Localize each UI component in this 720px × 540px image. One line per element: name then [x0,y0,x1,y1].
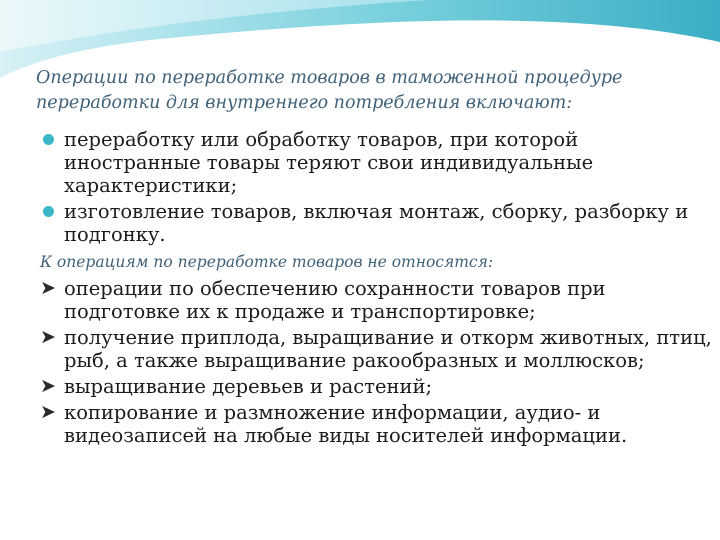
round-bullet-icon [43,206,54,217]
arrow-bullet-icon: ➤ [40,326,56,348]
list-item-text: операции по обеспечению сохранности товаров при подготовке их к продаже и транспортировке; [64,277,606,323]
slide-content [36,66,712,450]
list-item-text: получение приплода, выращивание и откорм животных, птиц, рыб, а также выращивание ракообразных и моллюсков; [64,326,712,372]
list-item [36,401,712,447]
list-item-text: изготовление товаров, включая монтаж, сборку, разборку и подгонку. [64,200,689,246]
list-item [36,128,712,197]
list-item-text: переработку или обработку товаров, при которой иностранные товары теряют свои индивидуальные характеристики; [64,128,594,197]
list-item [36,200,712,246]
list-item-text: выращивание деревьев и растений; [64,375,433,398]
arrow-bullet-icon: ➤ [40,401,56,423]
list-item [36,375,712,398]
arrow-bullet-icon: ➤ [40,375,56,397]
round-bullet-icon [43,134,54,145]
list-item [36,326,712,372]
slide-title: Операции по переработке товаров в таможенной процедуре переработки для внутреннего потребления включают: [36,68,623,113]
list-item-text: копирование и размножение информации, аудио- и видеозаписей на любые виды носителей информации. [64,401,628,447]
excluded-operations-heading: К операциям по переработке товаров не относятся: [40,253,494,271]
list-item [36,277,712,323]
arrow-bullet-icon: ➤ [40,277,56,299]
excluded-operations-list [36,277,712,447]
included-operations-list [36,128,712,246]
